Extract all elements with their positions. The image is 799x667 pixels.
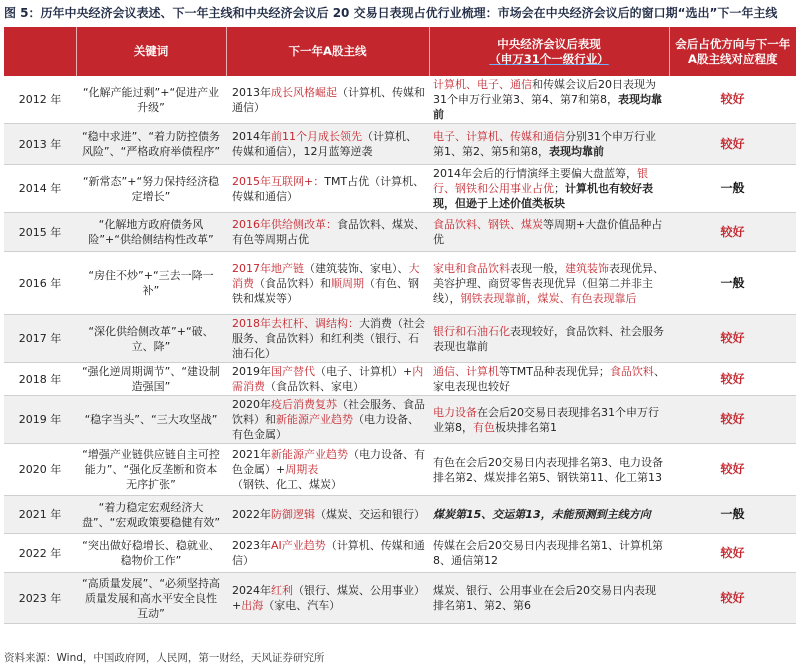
- text-segment: 板块排名第1: [495, 420, 557, 434]
- year-cell: 2018 年: [4, 363, 76, 396]
- post-meeting-cell: [429, 252, 669, 315]
- text-segment: 2016年供给侧改革：: [232, 218, 337, 231]
- text-segment: 前11个月成长领先: [271, 130, 362, 143]
- table-row: [4, 76, 796, 124]
- figure-title: 图 5：历年中央经济会议表述、下一年主线和中央经济会议后 20 交易日表现占优行业梳理：市场会在中央经济会议后的窗口期“选出”下一年主线: [4, 6, 778, 20]
- header-match: 会后占优方向与下一年A股主线对应程度: [669, 27, 796, 76]
- text-segment: 有色在会后20交易日内表现排名第3、电力设备排名第2、煤炭排名第5、钢铁第11、化工第13: [433, 455, 663, 484]
- keywords-cell: “稳中求进”、“着力防控债务风险”、“严格政府举债程序”: [76, 124, 226, 165]
- text-segment: ；: [554, 182, 565, 195]
- table-row: [4, 315, 796, 363]
- text-segment: 银行和石油石化: [433, 324, 510, 338]
- text-segment: 表现一般，: [510, 261, 565, 275]
- text-segment: 2015年互联网+：: [232, 174, 325, 188]
- post-meeting-cell: [429, 444, 669, 496]
- text-segment: （电力设备、有色金属）+: [232, 448, 425, 476]
- match-level-cell: 一般: [669, 496, 796, 534]
- text-segment: （煤炭、交运和银行）: [315, 508, 425, 521]
- text-segment: 食品饮料、煤炭、有色等周期占优: [232, 218, 425, 246]
- text-segment: 大消费: [232, 261, 420, 290]
- mainline-cell: [226, 76, 429, 124]
- text-segment: 电力设备: [433, 405, 477, 419]
- text-segment: 有色: [473, 420, 495, 434]
- text-segment: （食品饮料、家电）: [265, 380, 364, 393]
- text-segment: 顺周期: [331, 276, 364, 290]
- mainline-cell: [226, 534, 429, 573]
- table-row: [4, 165, 796, 213]
- text-segment: 2018年去杠杆、调结构：: [232, 317, 359, 330]
- mainline-cell: [226, 396, 429, 444]
- text-segment: 2017年地产链: [232, 261, 304, 275]
- text-segment: AI产业趋势: [271, 539, 326, 552]
- keywords-cell: “化解地方政府债务风险”+“供给侧结构性改革”: [76, 213, 226, 252]
- text-segment: 内需消费: [232, 365, 424, 393]
- text-segment: 计算机、电子、通信: [433, 78, 532, 91]
- text-segment: 2014年会后的行情演绎主要偏大盘蓝筹，: [433, 167, 637, 180]
- text-segment: 大消费（社会服务、食品饮料）和红利类（银行、石油石化）: [232, 317, 425, 360]
- table-body: [4, 76, 796, 624]
- keywords-cell: “房住不炒”+“三去一降一补”: [76, 252, 226, 315]
- text-segment: 表现均靠前: [549, 145, 604, 158]
- text-segment: 表现较好，食品饮料、社会服务表现也靠前: [433, 324, 664, 353]
- match-level-cell: 较好: [669, 315, 796, 363]
- header-post-meeting-title: 中央经济会议后表现: [497, 36, 601, 51]
- match-level-cell: 较好: [669, 534, 796, 573]
- year-cell: 2017 年: [4, 315, 76, 363]
- post-meeting-cell: [429, 573, 669, 624]
- text-segment: 2020年: [232, 398, 271, 411]
- header-post-meeting: [429, 27, 669, 76]
- text-segment: 周期表: [285, 463, 319, 476]
- match-level-cell: 较好: [669, 573, 796, 624]
- year-cell: 2013 年: [4, 124, 76, 165]
- mainline-cell: [226, 444, 429, 496]
- text-segment: 防御逻辑: [271, 508, 315, 521]
- text-segment: （钢铁、化工、煤炭）: [232, 478, 342, 491]
- text-segment: TMT占优（计算机、传媒和通信）: [232, 174, 425, 203]
- mainline-cell: [226, 363, 429, 396]
- text-segment: 钢铁表现靠前，煤炭、有色表现靠后: [460, 291, 637, 305]
- text-segment: 家电和食品饮料: [433, 261, 510, 275]
- text-segment: 出海: [241, 599, 264, 612]
- text-segment: 银行、钢铁和公用事业占优: [433, 167, 648, 195]
- post-meeting-cell: [429, 496, 669, 534]
- mainline-cell: [226, 252, 429, 315]
- keywords-cell: “增强产业链供应链自主可控能力”、“强化反垄断和资本无序扩张”: [76, 444, 226, 496]
- table-row: [4, 534, 796, 573]
- text-segment: 煤炭第15、交运第13，未能预测到主线方向: [433, 508, 651, 521]
- text-segment: 新能源产业趋势: [271, 448, 348, 461]
- text-segment: （电力设备、有色金属）: [232, 413, 419, 441]
- match-level-cell: 较好: [669, 213, 796, 252]
- match-level-cell: 一般: [669, 165, 796, 213]
- match-level-cell: 较好: [669, 363, 796, 396]
- keywords-cell: “高质量发展”、“必须坚持高质量发展和高水平安全良性互动”: [76, 573, 226, 624]
- keywords-cell: “着力稳定宏观经济大盘”、“宏观政策要稳健有效”: [76, 496, 226, 534]
- year-cell: 2019 年: [4, 396, 76, 444]
- table-row: [4, 573, 796, 624]
- mainline-cell: [226, 213, 429, 252]
- text-segment: （有色、钢铁和煤炭等）: [232, 276, 419, 305]
- text-segment: 2021年: [232, 448, 271, 461]
- year-cell: 2023 年: [4, 573, 76, 624]
- post-meeting-cell: [429, 213, 669, 252]
- text-segment: （电子、计算机）+: [315, 365, 413, 378]
- text-segment: （银行、煤炭、公用事业）+: [232, 584, 425, 612]
- keywords-cell: “新常态”+“努力保持经济稳定增长”: [76, 165, 226, 213]
- table-row: [4, 213, 796, 252]
- table-row: [4, 363, 796, 396]
- keywords-cell: “稳字当头”、“三大攻坚战”: [76, 396, 226, 444]
- text-segment: 表现优异、美容护理、商贸零售表现优异（但第二并非主线），: [433, 261, 664, 305]
- text-segment: 食品饮料、钢铁、煤炭: [433, 218, 543, 231]
- text-segment: 2023年: [232, 539, 271, 552]
- post-meeting-cell: [429, 396, 669, 444]
- year-cell: 2021 年: [4, 496, 76, 534]
- post-meeting-cell: [429, 315, 669, 363]
- text-segment: 国产替代: [271, 365, 315, 378]
- header-year: [4, 27, 76, 76]
- year-cell: 2014 年: [4, 165, 76, 213]
- match-level-cell: 较好: [669, 444, 796, 496]
- year-cell: 2012 年: [4, 76, 76, 124]
- mainline-table: [4, 27, 796, 624]
- post-meeting-cell: [429, 76, 669, 124]
- source-note: 资料来源：Wind，中国政府网，人民网，第一财经，天风证券研究所: [4, 652, 325, 664]
- year-cell: 2022 年: [4, 534, 76, 573]
- text-segment: 2022年: [232, 508, 271, 521]
- text-segment: 等TMT品种表现优异；: [499, 365, 610, 378]
- table-row: [4, 396, 796, 444]
- mainline-cell: [226, 315, 429, 363]
- keywords-cell: “深化供给侧改革”+“破、立、降”: [76, 315, 226, 363]
- text-segment: 电子、计算机、传媒和通信: [433, 130, 565, 143]
- post-meeting-cell: [429, 124, 669, 165]
- keywords-cell: “化解产能过剩”+“促进产业升级”: [76, 76, 226, 124]
- mainline-cell: [226, 124, 429, 165]
- text-segment: 食品饮料: [609, 365, 654, 378]
- match-level-cell: 较好: [669, 396, 796, 444]
- text-segment: 2024年: [232, 584, 271, 597]
- year-cell: 2020 年: [4, 444, 76, 496]
- text-segment: 煤炭、银行、公用事业在会后20交易日内表现排名第1、第2、第6: [433, 584, 656, 612]
- year-cell: 2015 年: [4, 213, 76, 252]
- match-level-cell: 较好: [669, 76, 796, 124]
- text-segment: 2014年: [232, 130, 271, 143]
- text-segment: （计算机、传媒和通信）: [232, 539, 425, 567]
- text-segment: （建筑装饰、家电）、: [304, 261, 409, 275]
- text-segment: （社会服务、食品饮料）和: [232, 398, 425, 426]
- text-segment: 2019年: [232, 365, 271, 378]
- text-segment: 红利: [271, 584, 293, 597]
- text-segment: 通信、计算机: [433, 365, 499, 378]
- text-segment: 表现均靠前: [433, 93, 662, 121]
- text-segment: （计算机、传媒和通信），12月蓝筹逆袭: [232, 130, 417, 158]
- post-meeting-cell: [429, 165, 669, 213]
- text-segment: （计算机、传媒和通信）: [232, 85, 425, 114]
- year-cell: 2016 年: [4, 252, 76, 315]
- post-meeting-cell: [429, 363, 669, 396]
- text-segment: （食品饮料）和: [254, 276, 331, 290]
- text-segment: 计算机也有较好表现，但逊于上述价值类板块: [433, 182, 653, 210]
- match-level-cell: 较好: [669, 124, 796, 165]
- text-segment: （家电、汽车）: [263, 599, 341, 612]
- keywords-cell: “强化逆周期调节”、“建设制造强国”: [76, 363, 226, 396]
- match-level-cell: 一般: [669, 252, 796, 315]
- table-row: [4, 496, 796, 534]
- text-segment: 成长风格崛起: [271, 85, 337, 99]
- mainline-cell: [226, 165, 429, 213]
- table-row: [4, 252, 796, 315]
- header-post-meeting-sub: （申万31个一级行业）: [489, 51, 609, 66]
- post-meeting-cell: [429, 534, 669, 573]
- text-segment: 等周期+大盘价值品种占优: [433, 218, 663, 246]
- text-segment: 新能源产业趋势: [276, 413, 353, 426]
- text-segment: 建筑装饰: [565, 261, 609, 275]
- table-header-row: [4, 27, 796, 76]
- text-segment: 传媒在会后20交易日内表现排名第1、计算机第8、通信第12: [433, 539, 663, 567]
- table-row: [4, 444, 796, 496]
- text-segment: 和传媒会议后20日表现为31个申万行业第3、第4、第7和第8，: [433, 78, 656, 106]
- mainline-cell: [226, 573, 429, 624]
- text-segment: 在会后20交易日表现排名31个申万行业第8，: [433, 405, 659, 434]
- header-mainline: 下一年A股主线: [226, 27, 429, 76]
- text-segment: 、家电表现也较好: [433, 365, 665, 393]
- table-row: [4, 124, 796, 165]
- text-segment: 疫后消费复苏: [271, 398, 337, 411]
- mainline-cell: [226, 496, 429, 534]
- header-keywords: 关键词: [76, 27, 226, 76]
- text-segment: 2013年: [232, 85, 271, 99]
- keywords-cell: “突出做好稳增长、稳就业、稳物价工作”: [76, 534, 226, 573]
- text-segment: 分别31个申万行业第1、第2、第5和第8，: [433, 130, 656, 158]
